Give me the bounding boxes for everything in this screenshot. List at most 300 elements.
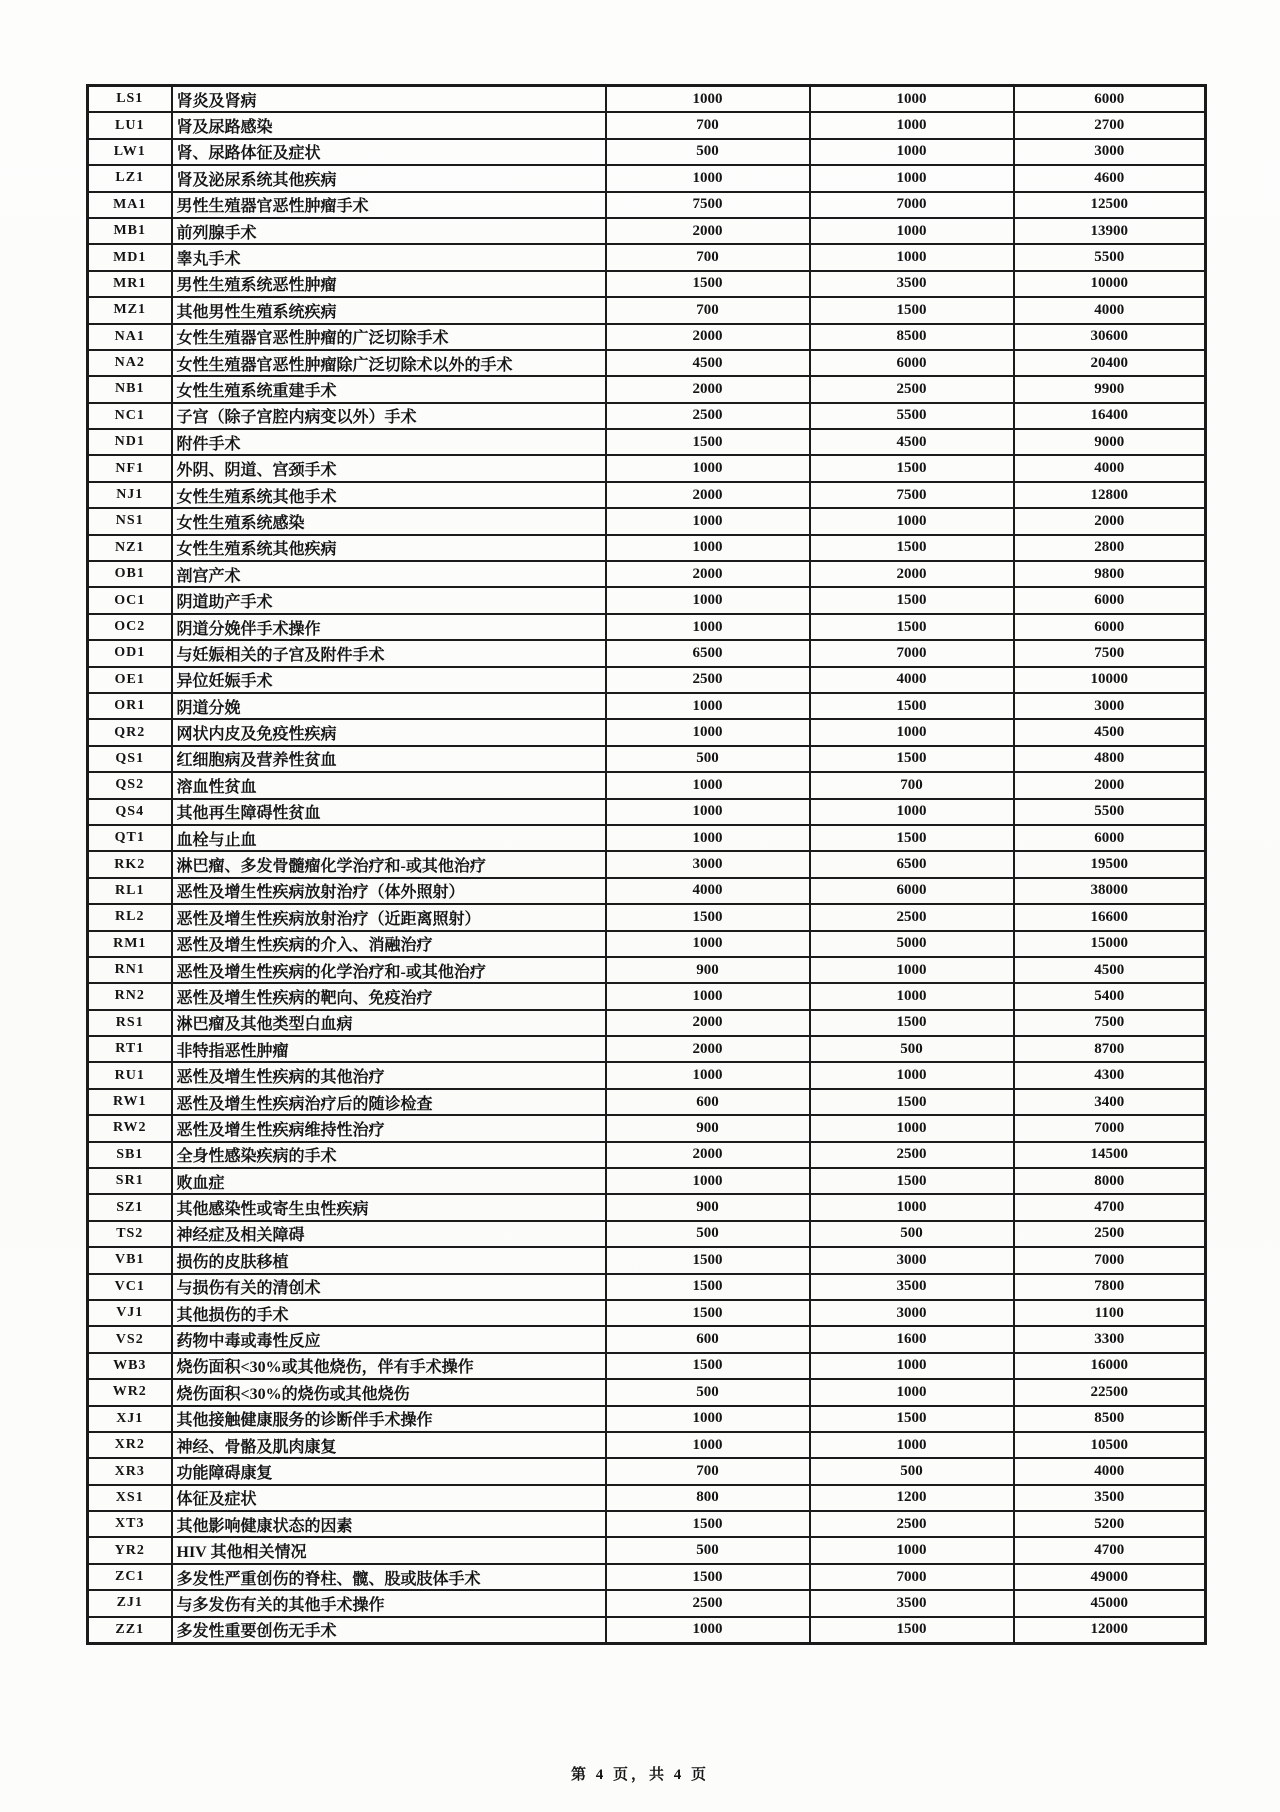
drg-code-cell: LU1 (88, 112, 172, 138)
payment-standard-2-cell: 1500 (810, 746, 1014, 772)
payment-standard-1-cell: 2000 (606, 376, 810, 402)
drg-description-cell: 剖宫产术 (172, 561, 606, 587)
drg-code-cell: XR2 (88, 1432, 172, 1458)
payment-standard-2-cell: 1500 (810, 825, 1014, 851)
table-row (88, 1036, 1206, 1062)
drg-code-cell: RW2 (88, 1115, 172, 1141)
drg-code-cell: XR3 (88, 1458, 172, 1484)
drg-description-cell: 败血症 (172, 1168, 606, 1194)
payment-standard-2-cell: 2500 (810, 376, 1014, 402)
table-row (88, 297, 1206, 323)
drg-code-cell: QT1 (88, 825, 172, 851)
payment-standard-3-cell: 9900 (1014, 376, 1206, 402)
drg-description-cell: 其他再生障碍性贫血 (172, 799, 606, 825)
drg-code-cell: RL2 (88, 904, 172, 930)
payment-standard-1-cell: 500 (606, 1379, 810, 1405)
drg-description-cell: 其他影响健康状态的因素 (172, 1511, 606, 1537)
payment-standard-1-cell: 500 (606, 1537, 810, 1563)
payment-standard-3-cell: 16600 (1014, 904, 1206, 930)
drg-code-cell: NC1 (88, 403, 172, 429)
drg-description-cell: 肾、尿路体征及症状 (172, 139, 606, 165)
payment-standard-2-cell: 1500 (810, 535, 1014, 561)
payment-standard-2-cell: 1000 (810, 1353, 1014, 1379)
payment-standard-3-cell: 12800 (1014, 482, 1206, 508)
payment-standard-3-cell: 7800 (1014, 1274, 1206, 1300)
table-row (88, 165, 1206, 191)
drg-code-cell: VJ1 (88, 1300, 172, 1326)
table-row (88, 1274, 1206, 1300)
drg-description-cell: 与损伤有关的清创术 (172, 1274, 606, 1300)
payment-standard-2-cell: 1000 (810, 1379, 1014, 1405)
drg-fee-table-body (88, 86, 1206, 1644)
table-row (88, 1537, 1206, 1563)
drg-code-cell: LS1 (88, 86, 172, 113)
drg-code-cell: SB1 (88, 1142, 172, 1168)
drg-description-cell: 恶性及增生性疾病治疗后的随诊检查 (172, 1089, 606, 1115)
drg-code-cell: ZC1 (88, 1564, 172, 1590)
payment-standard-2-cell: 1500 (810, 1089, 1014, 1115)
drg-code-cell: RT1 (88, 1036, 172, 1062)
drg-code-cell: RW1 (88, 1089, 172, 1115)
payment-standard-2-cell: 1000 (810, 957, 1014, 983)
payment-standard-1-cell: 1000 (606, 455, 810, 481)
table-row (88, 587, 1206, 613)
payment-standard-1-cell: 6500 (606, 640, 810, 666)
payment-standard-2-cell: 1500 (810, 614, 1014, 640)
payment-standard-3-cell: 15000 (1014, 931, 1206, 957)
table-row (88, 1406, 1206, 1432)
table-row (88, 86, 1206, 113)
drg-description-cell: 附件手术 (172, 429, 606, 455)
payment-standard-1-cell: 1000 (606, 772, 810, 798)
drg-code-cell: RN2 (88, 983, 172, 1009)
payment-standard-1-cell: 1000 (606, 799, 810, 825)
drg-code-cell: TS2 (88, 1221, 172, 1247)
table-row (88, 719, 1206, 745)
drg-description-cell: 烧伤面积<30%的烧伤或其他烧伤 (172, 1379, 606, 1405)
payment-standard-2-cell: 4000 (810, 667, 1014, 693)
drg-code-cell: NF1 (88, 455, 172, 481)
table-row (88, 983, 1206, 1009)
payment-standard-3-cell: 7000 (1014, 1115, 1206, 1141)
table-row (88, 1221, 1206, 1247)
payment-standard-3-cell: 4500 (1014, 957, 1206, 983)
drg-code-cell: OC1 (88, 587, 172, 613)
payment-standard-1-cell: 800 (606, 1485, 810, 1511)
payment-standard-3-cell: 16400 (1014, 403, 1206, 429)
payment-standard-3-cell: 12500 (1014, 192, 1206, 218)
table-row (88, 1089, 1206, 1115)
drg-code-cell: NA2 (88, 350, 172, 376)
payment-standard-3-cell: 22500 (1014, 1379, 1206, 1405)
drg-description-cell: 女性生殖系统其他手术 (172, 482, 606, 508)
drg-description-cell: 血栓与止血 (172, 825, 606, 851)
payment-standard-3-cell: 8500 (1014, 1406, 1206, 1432)
drg-description-cell: 异位妊娠手术 (172, 667, 606, 693)
drg-description-cell: 前列腺手术 (172, 218, 606, 244)
table-row (88, 455, 1206, 481)
payment-standard-2-cell: 4500 (810, 429, 1014, 455)
table-row (88, 1617, 1206, 1644)
payment-standard-2-cell: 1000 (810, 799, 1014, 825)
table-row (88, 376, 1206, 402)
table-row (88, 1247, 1206, 1273)
payment-standard-2-cell: 1500 (810, 297, 1014, 323)
drg-code-cell: NS1 (88, 508, 172, 534)
payment-standard-3-cell: 49000 (1014, 1564, 1206, 1590)
payment-standard-3-cell: 38000 (1014, 878, 1206, 904)
payment-standard-2-cell: 1000 (810, 139, 1014, 165)
drg-description-cell: 药物中毒或毒性反应 (172, 1326, 606, 1352)
drg-description-cell: 恶性及增生性疾病放射治疗（体外照射） (172, 878, 606, 904)
drg-code-cell: WR2 (88, 1379, 172, 1405)
drg-description-cell: 恶性及增生性疾病维持性治疗 (172, 1115, 606, 1141)
payment-standard-2-cell: 1000 (810, 1432, 1014, 1458)
payment-standard-1-cell: 4000 (606, 878, 810, 904)
payment-standard-2-cell: 500 (810, 1458, 1014, 1484)
drg-code-cell: QS2 (88, 772, 172, 798)
payment-standard-2-cell: 3000 (810, 1300, 1014, 1326)
payment-standard-1-cell: 2000 (606, 1010, 810, 1036)
payment-standard-3-cell: 2000 (1014, 772, 1206, 798)
drg-description-cell: 淋巴瘤及其他类型白血病 (172, 1010, 606, 1036)
drg-code-cell: VS2 (88, 1326, 172, 1352)
payment-standard-3-cell: 2700 (1014, 112, 1206, 138)
drg-description-cell: 红细胞病及营养性贫血 (172, 746, 606, 772)
drg-code-cell: ND1 (88, 429, 172, 455)
payment-standard-1-cell: 2500 (606, 403, 810, 429)
payment-standard-3-cell: 7500 (1014, 1010, 1206, 1036)
table-row (88, 931, 1206, 957)
table-row (88, 1142, 1206, 1168)
drg-description-cell: 阴道助产手术 (172, 587, 606, 613)
payment-standard-3-cell: 2800 (1014, 535, 1206, 561)
payment-standard-1-cell: 1500 (606, 904, 810, 930)
payment-standard-1-cell: 1500 (606, 1511, 810, 1537)
drg-code-cell: QR2 (88, 719, 172, 745)
payment-standard-3-cell: 4000 (1014, 455, 1206, 481)
drg-description-cell: 恶性及增生性疾病的其他治疗 (172, 1062, 606, 1088)
payment-standard-3-cell: 3400 (1014, 1089, 1206, 1115)
payment-standard-3-cell: 4000 (1014, 1458, 1206, 1484)
table-row (88, 112, 1206, 138)
payment-standard-2-cell: 1500 (810, 1168, 1014, 1194)
payment-standard-1-cell: 2500 (606, 1590, 810, 1616)
payment-standard-3-cell: 5500 (1014, 799, 1206, 825)
drg-code-cell: SZ1 (88, 1194, 172, 1220)
payment-standard-3-cell: 7000 (1014, 1247, 1206, 1273)
payment-standard-1-cell: 1000 (606, 1062, 810, 1088)
payment-standard-1-cell: 600 (606, 1326, 810, 1352)
table-row (88, 746, 1206, 772)
payment-standard-3-cell: 4500 (1014, 719, 1206, 745)
drg-description-cell: 恶性及增生性疾病的靶向、免疫治疗 (172, 983, 606, 1009)
drg-description-cell: 其他感染性或寄生虫性疾病 (172, 1194, 606, 1220)
payment-standard-3-cell: 12000 (1014, 1617, 1206, 1644)
payment-standard-2-cell: 1000 (810, 1194, 1014, 1220)
payment-standard-2-cell: 500 (810, 1036, 1014, 1062)
payment-standard-2-cell: 1000 (810, 112, 1014, 138)
table-row (88, 139, 1206, 165)
payment-standard-1-cell: 1000 (606, 825, 810, 851)
payment-standard-2-cell: 3500 (810, 271, 1014, 297)
payment-standard-2-cell: 1500 (810, 1406, 1014, 1432)
payment-standard-2-cell: 7000 (810, 1564, 1014, 1590)
payment-standard-1-cell: 500 (606, 1221, 810, 1247)
payment-standard-1-cell: 7500 (606, 192, 810, 218)
drg-description-cell: 恶性及增生性疾病的介入、消融治疗 (172, 931, 606, 957)
payment-standard-3-cell: 7500 (1014, 640, 1206, 666)
payment-standard-1-cell: 500 (606, 139, 810, 165)
payment-standard-3-cell: 6000 (1014, 587, 1206, 613)
payment-standard-1-cell: 2000 (606, 1036, 810, 1062)
table-row (88, 1590, 1206, 1616)
payment-standard-2-cell: 2500 (810, 1142, 1014, 1168)
drg-code-cell: VC1 (88, 1274, 172, 1300)
payment-standard-2-cell: 1000 (810, 1537, 1014, 1563)
drg-code-cell: OR1 (88, 693, 172, 719)
payment-standard-2-cell: 2500 (810, 904, 1014, 930)
payment-standard-2-cell: 7500 (810, 482, 1014, 508)
table-row (88, 403, 1206, 429)
drg-code-cell: XS1 (88, 1485, 172, 1511)
table-row (88, 244, 1206, 270)
table-row (88, 1115, 1206, 1141)
payment-standard-1-cell: 2000 (606, 561, 810, 587)
table-row (88, 1379, 1206, 1405)
payment-standard-3-cell: 20400 (1014, 350, 1206, 376)
payment-standard-3-cell: 8000 (1014, 1168, 1206, 1194)
payment-standard-2-cell: 1200 (810, 1485, 1014, 1511)
drg-code-cell: NJ1 (88, 482, 172, 508)
payment-standard-1-cell: 900 (606, 1115, 810, 1141)
payment-standard-1-cell: 1000 (606, 693, 810, 719)
payment-standard-1-cell: 1000 (606, 931, 810, 957)
table-row (88, 1564, 1206, 1590)
payment-standard-1-cell: 900 (606, 957, 810, 983)
table-row (88, 825, 1206, 851)
payment-standard-1-cell: 1500 (606, 1274, 810, 1300)
table-row (88, 851, 1206, 877)
payment-standard-3-cell: 6000 (1014, 614, 1206, 640)
table-row (88, 1300, 1206, 1326)
payment-standard-3-cell: 3500 (1014, 1485, 1206, 1511)
drg-code-cell: NA1 (88, 324, 172, 350)
payment-standard-1-cell: 1000 (606, 535, 810, 561)
payment-standard-2-cell: 1000 (810, 1062, 1014, 1088)
payment-standard-3-cell: 4800 (1014, 746, 1206, 772)
table-row (88, 1168, 1206, 1194)
drg-description-cell: 体征及症状 (172, 1485, 606, 1511)
drg-description-cell: 恶性及增生性疾病的化学治疗和-或其他治疗 (172, 957, 606, 983)
payment-standard-2-cell: 1600 (810, 1326, 1014, 1352)
payment-standard-1-cell: 2000 (606, 482, 810, 508)
drg-description-cell: 溶血性贫血 (172, 772, 606, 798)
drg-code-cell: MD1 (88, 244, 172, 270)
drg-code-cell: OC2 (88, 614, 172, 640)
table-row (88, 957, 1206, 983)
drg-description-cell: 网状内皮及免疫性疾病 (172, 719, 606, 745)
drg-code-cell: RL1 (88, 878, 172, 904)
drg-code-cell: OD1 (88, 640, 172, 666)
drg-description-cell: 外阴、阴道、宫颈手术 (172, 455, 606, 481)
payment-standard-2-cell: 7000 (810, 640, 1014, 666)
table-row (88, 271, 1206, 297)
payment-standard-2-cell: 8500 (810, 324, 1014, 350)
payment-standard-2-cell: 1500 (810, 693, 1014, 719)
payment-standard-1-cell: 900 (606, 1194, 810, 1220)
drg-description-cell: 男性生殖系统恶性肿瘤 (172, 271, 606, 297)
table-row (88, 693, 1206, 719)
payment-standard-3-cell: 9000 (1014, 429, 1206, 455)
drg-description-cell: 神经症及相关障碍 (172, 1221, 606, 1247)
drg-code-cell: RS1 (88, 1010, 172, 1036)
drg-description-cell: 女性生殖器官恶性肿瘤除广泛切除术以外的手术 (172, 350, 606, 376)
drg-code-cell: NZ1 (88, 535, 172, 561)
payment-standard-1-cell: 600 (606, 1089, 810, 1115)
payment-standard-3-cell: 4700 (1014, 1194, 1206, 1220)
payment-standard-2-cell: 1000 (810, 218, 1014, 244)
drg-description-cell: 全身性感染疾病的手术 (172, 1142, 606, 1168)
payment-standard-2-cell: 1000 (810, 244, 1014, 270)
drg-code-cell: XJ1 (88, 1406, 172, 1432)
drg-code-cell: SR1 (88, 1168, 172, 1194)
drg-description-cell: 功能障碍康复 (172, 1458, 606, 1484)
payment-standard-1-cell: 700 (606, 244, 810, 270)
table-row (88, 1010, 1206, 1036)
payment-standard-1-cell: 1000 (606, 1432, 810, 1458)
payment-standard-3-cell: 5200 (1014, 1511, 1206, 1537)
payment-standard-1-cell: 1000 (606, 165, 810, 191)
table-row (88, 350, 1206, 376)
table-row (88, 1353, 1206, 1379)
payment-standard-3-cell: 5400 (1014, 983, 1206, 1009)
table-row (88, 878, 1206, 904)
payment-standard-1-cell: 1500 (606, 1564, 810, 1590)
table-row (88, 429, 1206, 455)
table-row (88, 1326, 1206, 1352)
drg-code-cell: MR1 (88, 271, 172, 297)
drg-description-cell: HIV 其他相关情况 (172, 1537, 606, 1563)
drg-code-cell: RN1 (88, 957, 172, 983)
table-row (88, 904, 1206, 930)
payment-standard-3-cell: 10000 (1014, 271, 1206, 297)
drg-description-cell: 阴道分娩伴手术操作 (172, 614, 606, 640)
table-row (88, 1432, 1206, 1458)
drg-description-cell: 其他接触健康服务的诊断伴手术操作 (172, 1406, 606, 1432)
payment-standard-2-cell: 3000 (810, 1247, 1014, 1273)
table-row (88, 218, 1206, 244)
payment-standard-3-cell: 16000 (1014, 1353, 1206, 1379)
payment-standard-2-cell: 1500 (810, 587, 1014, 613)
table-row (88, 482, 1206, 508)
payment-standard-1-cell: 2500 (606, 667, 810, 693)
drg-code-cell: OB1 (88, 561, 172, 587)
drg-code-cell: WB3 (88, 1353, 172, 1379)
payment-standard-2-cell: 7000 (810, 192, 1014, 218)
payment-standard-3-cell: 14500 (1014, 1142, 1206, 1168)
drg-description-cell: 女性生殖器官恶性肿瘤的广泛切除手术 (172, 324, 606, 350)
payment-standard-2-cell: 6000 (810, 350, 1014, 376)
payment-standard-1-cell: 500 (606, 746, 810, 772)
payment-standard-3-cell: 30600 (1014, 324, 1206, 350)
drg-description-cell: 恶性及增生性疾病放射治疗（近距离照射） (172, 904, 606, 930)
drg-code-cell: ZZ1 (88, 1617, 172, 1644)
payment-standard-1-cell: 1000 (606, 983, 810, 1009)
drg-code-cell: QS4 (88, 799, 172, 825)
payment-standard-3-cell: 3300 (1014, 1326, 1206, 1352)
payment-standard-2-cell: 3500 (810, 1274, 1014, 1300)
table-row (88, 324, 1206, 350)
drg-description-cell: 女性生殖系统感染 (172, 508, 606, 534)
drg-code-cell: XT3 (88, 1511, 172, 1537)
payment-standard-1-cell: 2000 (606, 324, 810, 350)
drg-description-cell: 肾及泌尿系统其他疾病 (172, 165, 606, 191)
table-row (88, 1485, 1206, 1511)
payment-standard-2-cell: 1000 (810, 1115, 1014, 1141)
payment-standard-1-cell: 2000 (606, 1142, 810, 1168)
payment-standard-1-cell: 3000 (606, 851, 810, 877)
drg-description-cell: 非特指恶性肿瘤 (172, 1036, 606, 1062)
table-row (88, 667, 1206, 693)
payment-standard-3-cell: 4300 (1014, 1062, 1206, 1088)
payment-standard-1-cell: 1000 (606, 719, 810, 745)
payment-standard-1-cell: 1000 (606, 587, 810, 613)
payment-standard-2-cell: 6500 (810, 851, 1014, 877)
drg-description-cell: 淋巴瘤、多发骨髓瘤化学治疗和-或其他治疗 (172, 851, 606, 877)
drg-code-cell: OE1 (88, 667, 172, 693)
page-number: 第 4 页，共 4 页 (570, 1767, 709, 1783)
payment-standard-2-cell: 5500 (810, 403, 1014, 429)
payment-standard-1-cell: 1500 (606, 429, 810, 455)
payment-standard-1-cell: 1500 (606, 1353, 810, 1379)
drg-description-cell: 其他男性生殖系统疾病 (172, 297, 606, 323)
table-row (88, 192, 1206, 218)
table-row (88, 614, 1206, 640)
payment-standard-1-cell: 1000 (606, 86, 810, 113)
drg-code-cell: LZ1 (88, 165, 172, 191)
drg-code-cell: RM1 (88, 931, 172, 957)
drg-description-cell: 男性生殖器官恶性肿瘤手术 (172, 192, 606, 218)
payment-standard-1-cell: 1500 (606, 271, 810, 297)
drg-description-cell: 女性生殖系统其他疾病 (172, 535, 606, 561)
drg-code-cell: ZJ1 (88, 1590, 172, 1616)
drg-code-cell: RK2 (88, 851, 172, 877)
payment-standard-3-cell: 2500 (1014, 1221, 1206, 1247)
table-row (88, 1458, 1206, 1484)
payment-standard-1-cell: 700 (606, 297, 810, 323)
payment-standard-1-cell: 1000 (606, 1168, 810, 1194)
drg-code-cell: MA1 (88, 192, 172, 218)
payment-standard-3-cell: 1100 (1014, 1300, 1206, 1326)
payment-standard-1-cell: 1000 (606, 1617, 810, 1644)
drg-description-cell: 肾炎及肾病 (172, 86, 606, 113)
payment-standard-3-cell: 19500 (1014, 851, 1206, 877)
payment-standard-1-cell: 1000 (606, 614, 810, 640)
payment-standard-1-cell: 2000 (606, 218, 810, 244)
table-row (88, 561, 1206, 587)
drg-description-cell: 多发性重要创伤无手术 (172, 1617, 606, 1644)
payment-standard-3-cell: 9800 (1014, 561, 1206, 587)
table-row (88, 535, 1206, 561)
payment-standard-2-cell: 2000 (810, 561, 1014, 587)
drg-code-cell: QS1 (88, 746, 172, 772)
payment-standard-2-cell: 700 (810, 772, 1014, 798)
table-row (88, 1511, 1206, 1537)
payment-standard-3-cell: 3000 (1014, 139, 1206, 165)
drg-description-cell: 睾丸手术 (172, 244, 606, 270)
payment-standard-1-cell: 700 (606, 112, 810, 138)
